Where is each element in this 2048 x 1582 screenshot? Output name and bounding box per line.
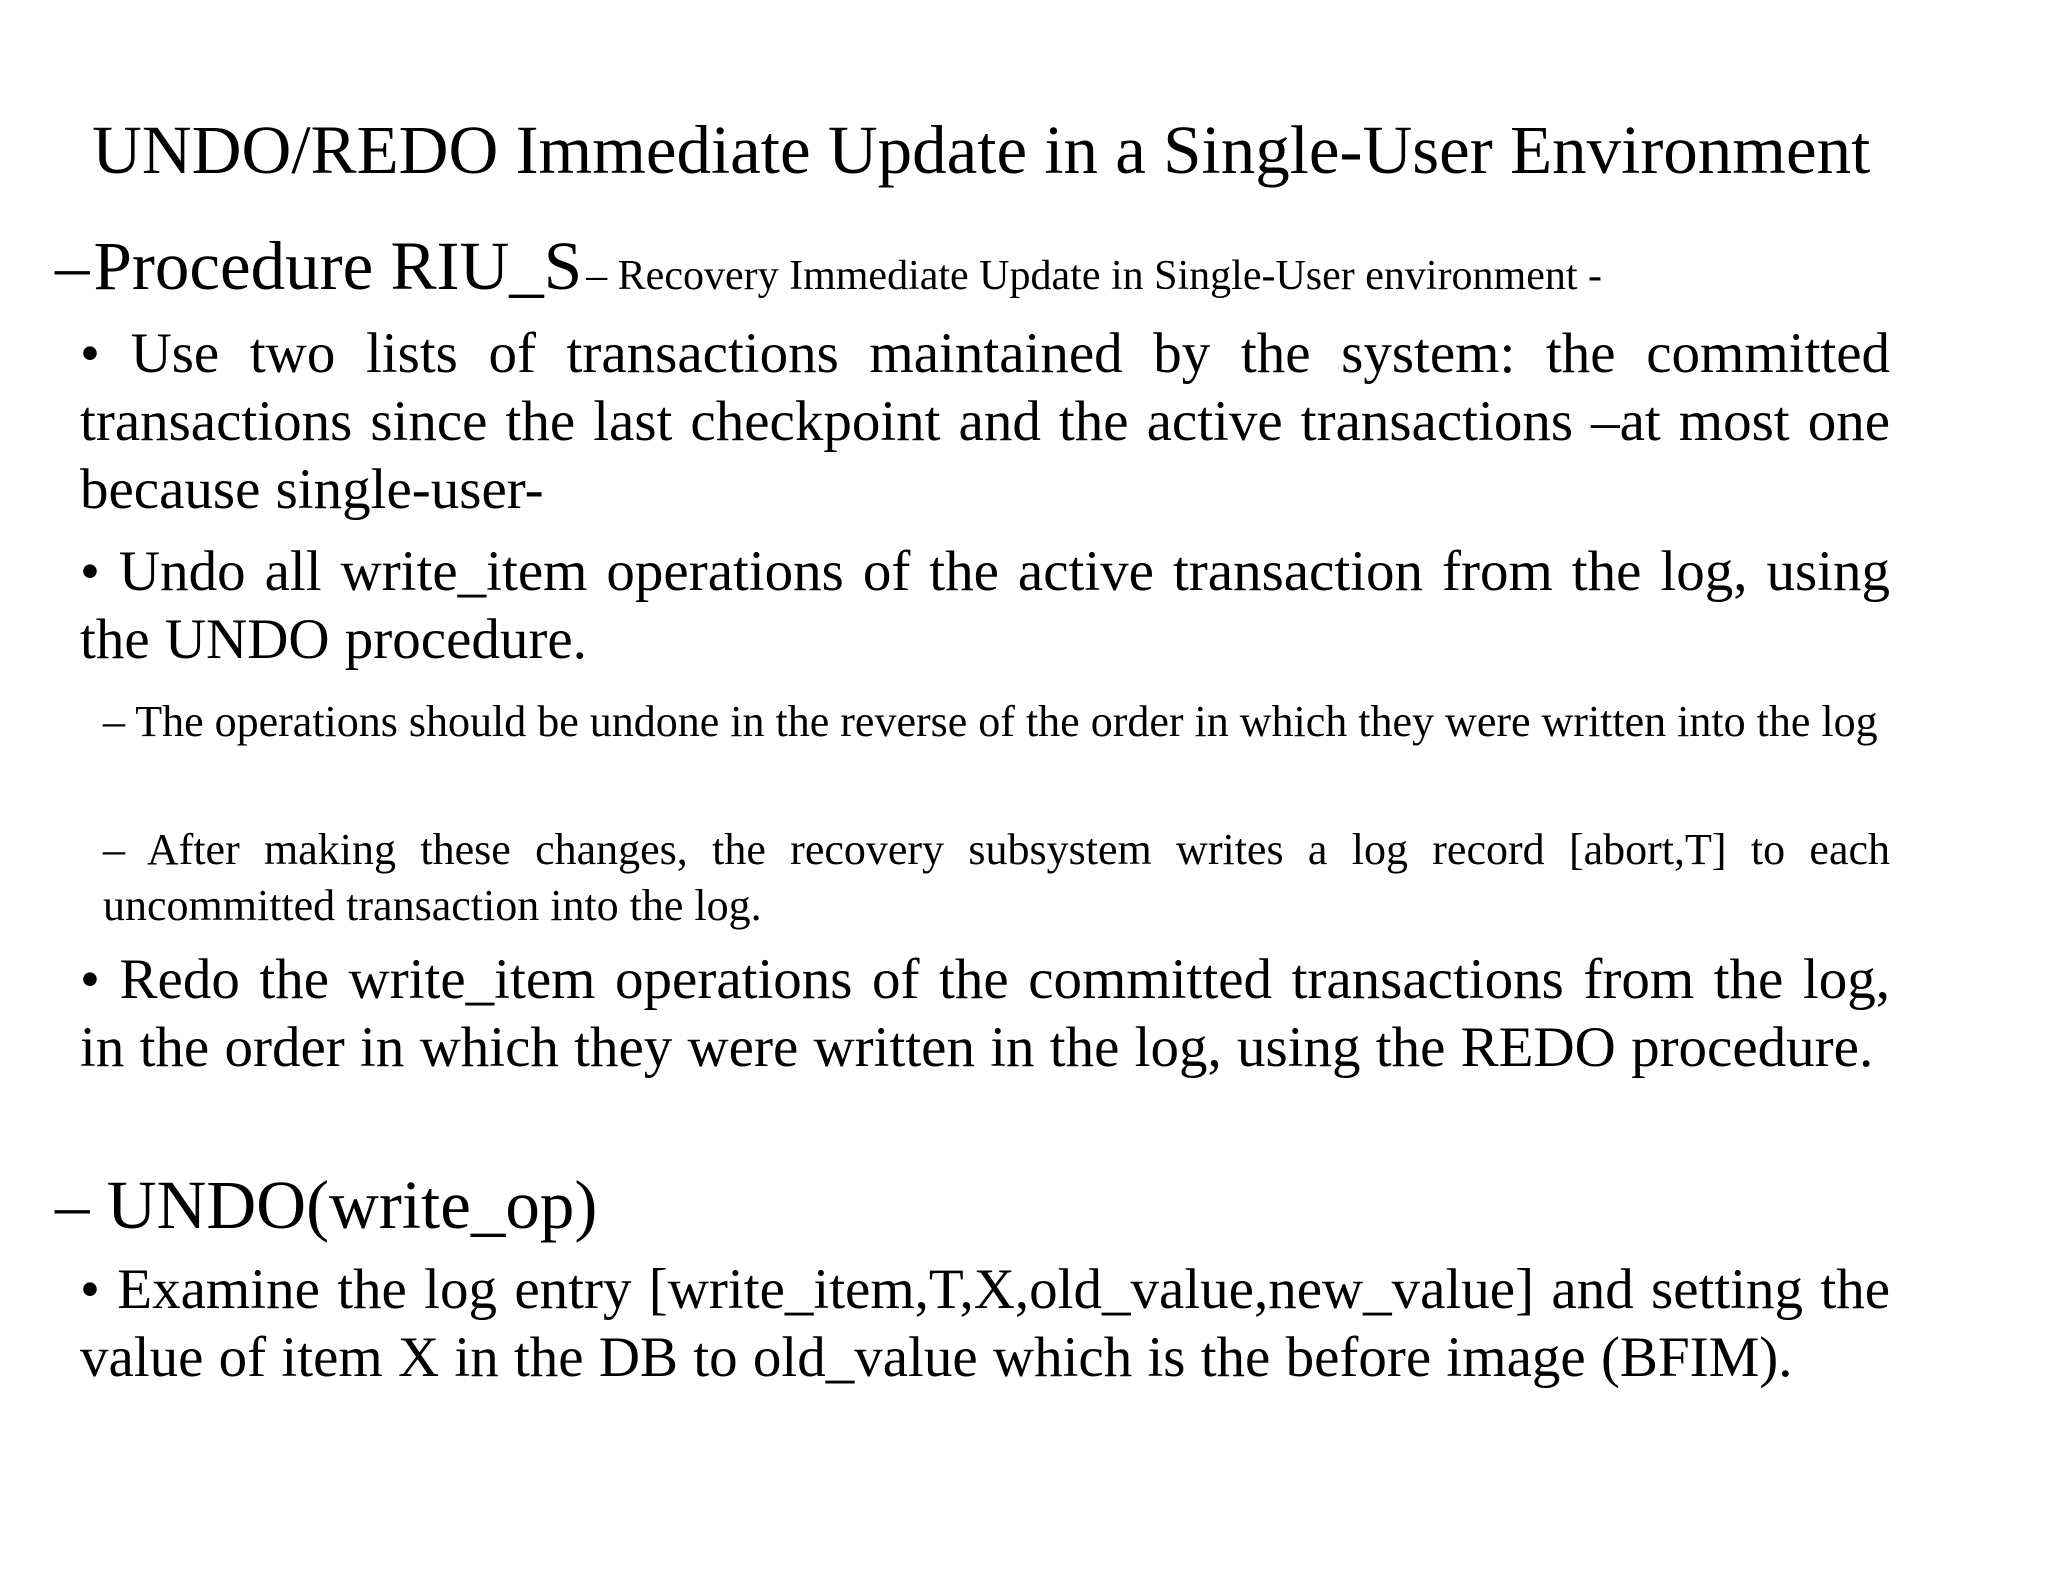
procedure-dash: – xyxy=(55,228,90,304)
subbullet-reverse-order: – The operations should be undone in the reverse of the order in which they were written into the log xyxy=(103,697,1878,746)
bullet-examine-log: • Examine the log entry [write_item,T,X,old_value,new_value] and setting the value of item X in the DB to old_value which is the before image (BFIM). xyxy=(80,1258,1890,1389)
subbullet-abort-record: – After making these changes, the recovery subsystem writes a log record [abort,T] to each uncommitted transaction into the log. xyxy=(103,825,1890,930)
procedure-name: Procedure RIU_S xyxy=(93,228,583,304)
bullet-use-two-lists: • Use two lists of transactions maintained by the system: the committed transactions since the last checkpoint and the active transactions –at most one because single-user- xyxy=(80,322,1890,521)
procedure-heading xyxy=(55,224,1602,327)
slide-title: UNDO/REDO Immediate Update in a Single-User Environment xyxy=(92,112,1871,188)
undo-heading xyxy=(55,1163,597,1266)
bullet-redo-committed: • Redo the write_item operations of the committed transactions from the log, in the order in which they were written in the log, using the REDO procedure. xyxy=(80,948,1890,1079)
bullet-undo-active: • Undo all write_item operations of the active transaction from the log, using the UNDO procedure. xyxy=(80,540,1890,671)
procedure-note: – Recovery Immediate Update in Single-User environment - xyxy=(586,253,1603,299)
undo-heading-text: – UNDO(write_op) xyxy=(55,1167,598,1243)
